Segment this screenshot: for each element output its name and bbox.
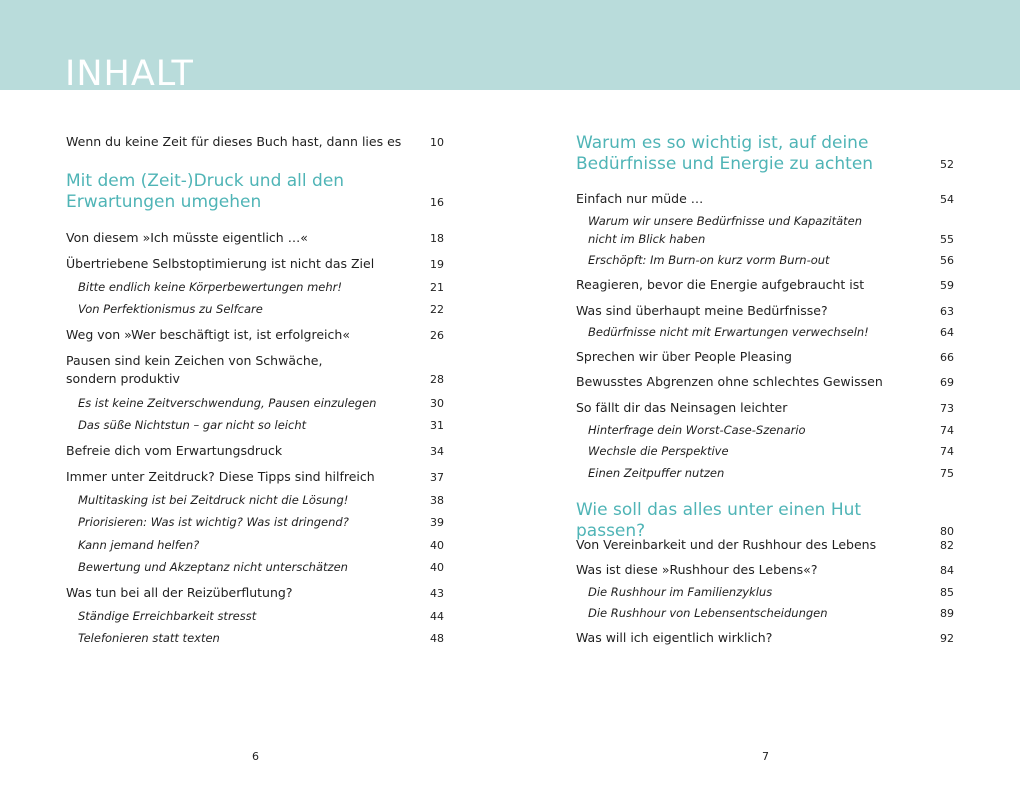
toc-entry-main [576,348,954,366]
toc-entry-title-line: Die Rushhour im Familienzyklus [588,585,773,599]
toc-page-number: 55 [940,233,954,246]
toc-page-number: 16 [430,196,444,209]
toc-page-number: 34 [430,445,444,458]
page-title: INHALT [65,54,194,94]
toc-entry-title-line: Immer unter Zeitdruck? Diese Tipps sind hilfreich [66,469,375,484]
toc-entry-title-line: Das süße Nichtstun – gar nicht so leicht [78,418,307,432]
toc-entry-title-line: Mit dem (Zeit-)Druck und all den [66,171,345,191]
toc-page-number: 21 [430,281,444,294]
toc-entry-main [66,584,444,602]
toc-entry-title-line: Bewertung und Akzeptanz nicht unterschätzen [78,560,348,574]
toc-entry-title-line: Warum es so wichtig ist, auf deine [576,133,869,153]
toc-entry-title-line: Wenn du keine Zeit für dieses Buch hast, dann lies es [66,134,402,149]
toc-entry-main [66,133,444,151]
toc-page-number: 59 [940,279,954,292]
toc-page-number: 10 [430,136,444,149]
toc-page-number: 52 [940,158,954,171]
toc-entry-sub [66,607,444,625]
toc-entry-main [66,255,444,273]
toc-entry-title-line: Ständige Erreichbarkeit stresst [78,609,257,623]
toc-entry-title-line: Kann jemand helfen? [78,538,200,552]
toc-page-number: 69 [940,376,954,389]
toc-entry-title-line: Bitte endlich keine Körperbewertungen mehr! [78,280,342,294]
toc-entry-title-line: Bedürfnisse und Energie zu achten [576,154,874,174]
toc-page-number: 80 [940,525,954,538]
toc-entry-title-line: Von Perfektionismus zu Selfcare [78,302,263,316]
toc-page-number: 37 [430,471,444,484]
toc-entry-chapter [66,171,444,213]
toc-page-number: 89 [940,607,954,620]
toc-entry-title-line: Priorisieren: Was ist wichtig? Was ist dringend? [78,515,349,529]
toc-entry-sub [576,583,954,601]
toc-entry-main [576,629,954,647]
toc-entry-chapter [576,133,954,175]
toc-entry-title-line: Wie soll das alles unter einen Hut passen? [576,500,862,541]
toc-entry-title-line: Was tun bei all der Reizüberflutung? [66,585,293,600]
toc-entry-sub [66,278,444,296]
toc-page-number: 22 [430,303,444,316]
toc-page-number: 18 [430,232,444,245]
toc-entry-main [66,442,444,460]
toc-entry-main [576,373,954,391]
toc-entry-title-line: So fällt dir das Neinsagen leichter [576,400,788,415]
toc-entry-title-line: Pausen sind kein Zeichen von Schwäche, [66,353,323,368]
toc-entry-sub [66,629,444,647]
toc-entry-main [576,561,954,579]
toc-page-number: 54 [940,193,954,206]
toc-entry-sub [66,536,444,554]
toc-page-number: 85 [940,586,954,599]
toc-entry-title-line: Bedürfnisse nicht mit Erwartungen verwechseln! [588,325,869,339]
toc-entry-sub [576,421,954,439]
toc-entry-title-line: Die Rushhour von Lebensentscheidungen [588,606,828,620]
toc-page-number: 66 [940,351,954,364]
toc-entry-title-line: Weg von »Wer beschäftigt ist, ist erfolgreich« [66,327,350,342]
toc-entry-main [576,399,954,417]
toc-page-number: 92 [940,632,954,645]
toc-page-number: 74 [940,424,954,437]
toc-page-number: 40 [430,561,444,574]
toc-entry-sub [66,300,444,318]
toc-entry-sub [576,604,954,622]
toc-entry-sub [576,442,954,460]
toc-entry-main [66,352,444,388]
toc-entry-title-line: nicht im Blick haben [588,232,706,246]
toc-page-number: 63 [940,305,954,318]
toc-entry-title-line: Telefonieren statt texten [78,631,220,645]
page-number-right: 7 [762,750,769,763]
toc-entry-title-line: Hinterfrage dein Worst-Case-Szenario [588,423,806,437]
toc-page-number: 43 [430,587,444,600]
toc-entry-title-line: Einfach nur müde … [576,191,704,206]
toc-entry-title-line: Es ist keine Zeitverschwendung, Pausen einzulegen [78,396,377,410]
toc-entry-main [576,190,954,208]
toc-page-number: 30 [430,397,444,410]
toc-entry-main [66,326,444,344]
toc-entry-main [66,468,444,486]
page-number-left: 6 [252,750,259,763]
toc-page-number: 28 [430,373,444,386]
toc-entry-title-line: Befreie dich vom Erwartungsdruck [66,443,283,458]
toc-entry-title-line: Multitasking ist bei Zeitdruck nicht die Lösung! [78,493,349,507]
toc-page-number: 73 [940,402,954,415]
toc-page-number: 31 [430,419,444,432]
toc-entry-title-line: Von Vereinbarkeit und der Rushhour des Lebens [576,537,877,552]
toc-page-number: 48 [430,632,444,645]
toc-entry-title-line: Wechsle die Perspektive [588,444,729,458]
toc-entry-title-line: Reagieren, bevor die Energie aufgebraucht ist [576,277,865,292]
toc-entry-sub [576,212,954,248]
header-band [0,0,1020,94]
toc-page-number: 82 [940,539,954,552]
toc-page-number: 74 [940,445,954,458]
toc-entry-title-line: Übertriebene Selbstoptimierung ist nicht das Ziel [66,256,375,271]
toc-entry-sub [576,251,954,269]
toc-entry-main [576,276,954,294]
toc-entry-title-line: Was sind überhaupt meine Bedürfnisse? [576,303,828,318]
toc-page-number: 26 [430,329,444,342]
toc-entry-sub [66,558,444,576]
toc-page-number: 19 [430,258,444,271]
toc-entry-main [576,302,954,320]
toc-entry-title-line: Warum wir unsere Bedürfnisse und Kapazitäten [588,214,862,228]
toc-entry-main [576,536,954,554]
toc-entry-title-line: Sprechen wir über People Pleasing [576,349,792,364]
toc-entry-sub [576,464,954,482]
toc-page-number: 84 [940,564,954,577]
toc-entry-sub [576,323,954,341]
toc-entry-title-line: Einen Zeitpuffer nutzen [588,466,725,480]
toc-entry-main [66,229,444,247]
toc-page-number: 56 [940,254,954,267]
toc-entry-sub [66,416,444,434]
toc-entry-title-line: Von diesem »Ich müsste eigentlich …« [66,230,308,245]
toc-page-number: 40 [430,539,444,552]
toc-entry-sub [66,394,444,412]
toc-entry-title-line: Was will ich eigentlich wirklich? [576,630,773,645]
toc-page-number: 75 [940,467,954,480]
toc-entry-sub [66,491,444,509]
toc-page-number: 38 [430,494,444,507]
toc-entry-title-line: Erwartungen umgehen [66,192,262,212]
toc-entry-title-line: Erschöpft: Im Burn-on kurz vorm Burn-out [588,253,830,267]
toc-entry-sub [66,513,444,531]
toc-page-number: 44 [430,610,444,623]
toc-entry-title-line: Was ist diese »Rushhour des Lebens«? [576,562,818,577]
toc-entry-title-line: Bewusstes Abgrenzen ohne schlechtes Gewissen [576,374,883,389]
toc-entry-title-line: sondern produktiv [66,371,180,386]
toc-page-number: 64 [940,326,954,339]
toc-page-number: 39 [430,516,444,529]
